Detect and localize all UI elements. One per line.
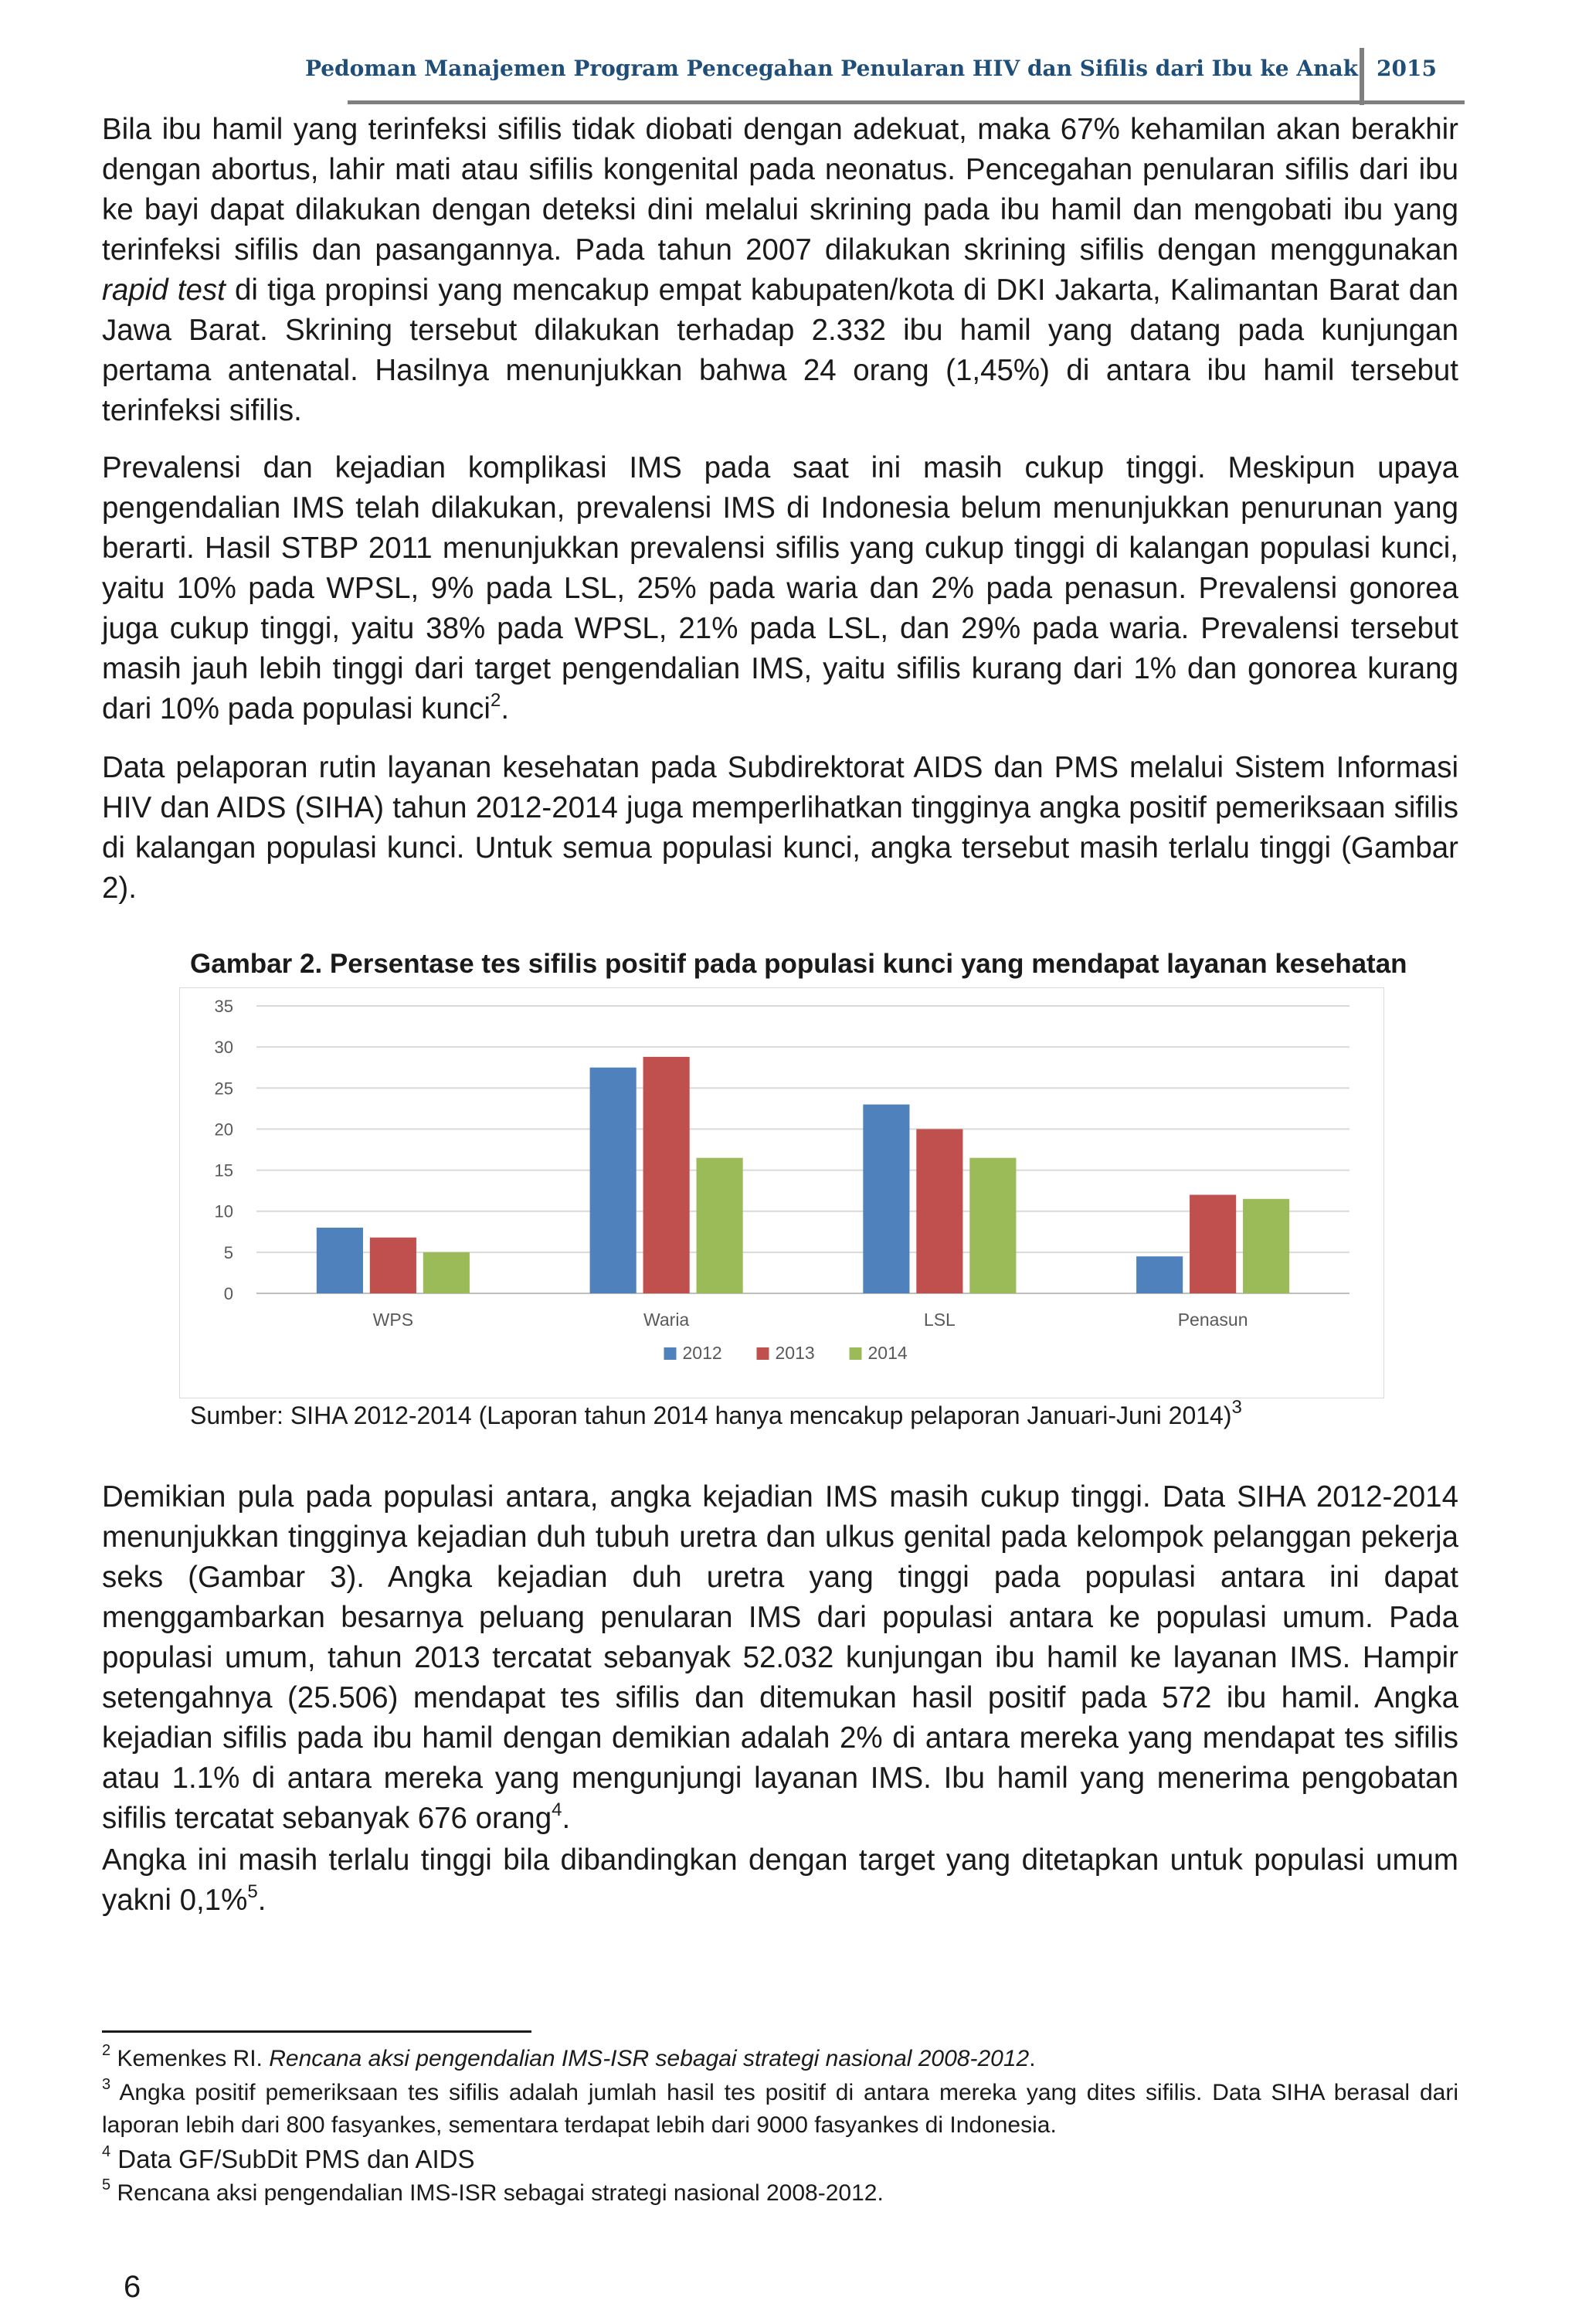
paragraph-5 <box>102 1840 1458 1921</box>
y-tick-label: 5 <box>223 1242 233 1262</box>
bar-2014-waria <box>697 1158 743 1293</box>
footnote-ref-2[interactable]: 2 <box>490 690 501 712</box>
bar-2014-wps <box>423 1252 470 1293</box>
y-tick-label: 35 <box>214 997 233 1016</box>
paragraph-3 <box>102 748 1458 909</box>
paragraph-2 <box>102 448 1458 729</box>
page-number: 6 <box>124 2270 141 2304</box>
bar-2013-wps <box>370 1238 416 1293</box>
footnote-number: 5 <box>102 2176 111 2193</box>
paragraph-4-text: Demikian pula pada populasi antara, angka kejadian IMS masih cukup tinggi. Data SIHA 2012-2014 menunjukkan tingginya kejadian duh tubuh uretra dan ulkus genital pada kelompok pelanggan pekerja seks (Gambar 3). Angka kejadian duh uretra yang tinggi pada populasi antara ini dapat menggambarkan besarnya peluang penularan IMS dari populasi antara ke populasi umum. Pada populasi umum, tahun 2013 tercatat sebanyak 52.032 kunjungan ibu hamil ke layanan IMS. Hampir setengahnya (25.506) mendapat tes sifilis dan ditemukan hasil positif pada 572 ibu hamil. Angka kejadian sifilis pada ibu hamil dengan demikian adalah 2% di antara mereka yang mendapat tes sifilis atau 1.1% di antara mereka yang mengunjungi layanan IMS. Ibu hamil yang menerima pengobatan sifilis tercatat sebanyak 676 orang <box>102 1480 1458 1835</box>
paragraph-5-end: . <box>257 1884 266 1917</box>
legend-label-2012: 2012 <box>682 1343 722 1363</box>
footnote-text: Kemenkes RI. <box>117 2046 263 2071</box>
paragraph-2-end: . <box>501 692 510 725</box>
y-tick-label: 10 <box>214 1201 233 1221</box>
bar-2013-penasun <box>1190 1194 1236 1293</box>
footnote-text: Data GF/SubDit PMS dan AIDS <box>117 2145 475 2173</box>
legend-swatch-2014 <box>850 1347 862 1360</box>
bar-2013-waria <box>643 1057 690 1293</box>
footnote-4 <box>102 2143 1458 2176</box>
footnote-separator <box>102 2030 531 2033</box>
bar-chart <box>179 987 1384 1398</box>
figure-caption: Gambar 2. Persentase tes sifilis positif pada populasi kunci yang mendapat layanan kesehatan <box>190 949 1407 979</box>
y-tick-label: 30 <box>214 1038 233 1058</box>
paragraph-1 <box>102 110 1458 431</box>
legend-swatch-2012 <box>664 1347 677 1360</box>
legend-label-2014: 2014 <box>867 1343 908 1363</box>
bar-2014-penasun <box>1243 1199 1289 1293</box>
footnote-ref-4[interactable]: 4 <box>552 1799 562 1821</box>
paragraph-4 <box>102 1477 1458 1839</box>
y-tick-label: 15 <box>214 1160 233 1181</box>
bar-2012-penasun <box>1136 1256 1183 1293</box>
paragraph-5-text: Angka ini masih terlalu tinggi bila dibandingkan dengan target yang ditetapkan untuk populasi umum yakni 0,1% <box>102 1843 1458 1917</box>
bar-2013-lsl <box>916 1129 962 1293</box>
paragraph-1-text-b: di tiga propinsi yang mencakup empat kabupaten/kota di DKI Jakarta, Kalimantan Barat dan Jawa Barat. Skrining tersebut dilakukan terhadap 2.332 ibu hamil yang datang pada kunjungan pertama antenatal. Hasilnya menunjukkan bahwa 24 orang (1,45%) di antara ibu hamil tersebut terinfeksi sifilis. <box>102 274 1458 427</box>
bar-2014-lsl <box>969 1158 1016 1293</box>
footnote-2 <box>102 2043 1458 2075</box>
x-category-label: Waria <box>643 1310 690 1330</box>
paragraph-4-end: . <box>562 1802 571 1835</box>
header-divider <box>1360 48 1364 105</box>
legend-label-2013: 2013 <box>775 1343 815 1363</box>
footnote-3 <box>102 2077 1458 2142</box>
x-category-label: Penasun <box>1177 1310 1248 1330</box>
rapid-test-term: rapid test <box>102 274 226 307</box>
running-header-title: Pedoman Manajemen Program Pencegahan Penularan HIV dan Sifilis dari Ibu ke Anak <box>304 56 1358 81</box>
y-tick-label: 0 <box>223 1284 233 1303</box>
legend-swatch-2013 <box>757 1347 769 1360</box>
footnotes <box>102 2043 1458 2211</box>
y-tick-label: 25 <box>214 1079 233 1099</box>
footnote-number: 3 <box>102 2076 111 2093</box>
paragraph-1-text-a: Bila ibu hamil yang terinfeksi sifilis tidak diobati dengan adekuat, maka 67% kehamilan akan berakhir dengan abortus, lahir mati atau sifilis kongenital pada neonatus. Pencegahan penularan sifilis dari ibu ke bayi dapat dilakukan dengan deteksi dini melalui skrining pada ibu hamil dan mengobati ibu yang terinfeksi sifilis dan pasangannya. Pada tahun 2007 dilakukan skrining sifilis dengan menggunakan <box>102 113 1458 267</box>
x-category-label: WPS <box>372 1310 414 1330</box>
footnote-number: 2 <box>102 2042 111 2059</box>
bar-chart-svg <box>179 987 1384 1398</box>
paragraph-3-text: Data pelaporan rutin layanan kesehatan pada Subdirektorat AIDS dan PMS melalui Sistem Informasi HIV dan AIDS (SIHA) tahun 2012-2014 juga memperlihatkan tingginya angka positif pemeriksaan sifilis di kalangan populasi kunci. Untuk semua populasi kunci, angka tersebut masih terlalu tinggi (Gambar 2). <box>102 751 1458 905</box>
footnote-text: Rencana aksi pengendalian IMS-ISR sebagai strategi nasional 2008-2012. <box>117 2180 884 2206</box>
paragraph-2-text: Prevalensi dan kejadian komplikasi IMS pada saat ini masih cukup tinggi. Meskipun upaya pengendalian IMS telah dilakukan, prevalensi IMS di Indonesia belum menunjukkan penurunan yang berarti. Hasil STBP 2011 menunjukkan prevalensi sifilis yang cukup tinggi di kalangan populasi kunci, yaitu 10% pada WPSL, 9% pada LSL, 25% pada waria dan 2% pada penasun. Prevalensi gonorea juga cukup tinggi, yaitu 38% pada WPSL, 21% pada LSL, dan 29% pada waria. Prevalensi tersebut masih jauh lebih tinggi dari target pengendalian IMS, yaitu sifilis kurang dari 1% dan gonorea kurang dari 10% pada populasi kunci <box>102 451 1458 725</box>
footnote-5 <box>102 2177 1458 2210</box>
footnote-ref-3[interactable]: 3 <box>1231 1397 1242 1419</box>
footnote-number: 4 <box>102 2143 111 2160</box>
chart-frame <box>180 988 1384 1398</box>
footnote-ref-5[interactable]: 5 <box>247 1881 258 1903</box>
figure-source-text: Sumber: SIHA 2012-2014 (Laporan tahun 2014 hanya mencakup pelaporan Januari-Juni 2014) <box>190 1402 1232 1429</box>
running-header-year: 2015 <box>1377 56 1437 81</box>
y-tick-label: 20 <box>214 1120 233 1140</box>
bar-2012-waria <box>590 1068 637 1293</box>
header-rule <box>348 100 1465 104</box>
footnote-text: Angka positif pemeriksaan tes sifilis adalah jumlah hasil tes positif di antara mereka yang dites sifilis. Data SIHA berasal dari laporan lebih dari 800 fasyankes, sementara terdapat lebih dari 9000 fasyankes di Indonesia. <box>102 2080 1458 2138</box>
bar-2012-wps <box>317 1228 363 1293</box>
footnote-end: . <box>1029 2046 1036 2071</box>
figure-source <box>190 1397 1242 1430</box>
footnote-italic-title: Rencana aksi pengendalian IMS-ISR sebagai strategi nasional 2008-2012 <box>269 2046 1030 2071</box>
x-category-label: LSL <box>923 1310 956 1330</box>
bar-2012-lsl <box>863 1105 909 1293</box>
